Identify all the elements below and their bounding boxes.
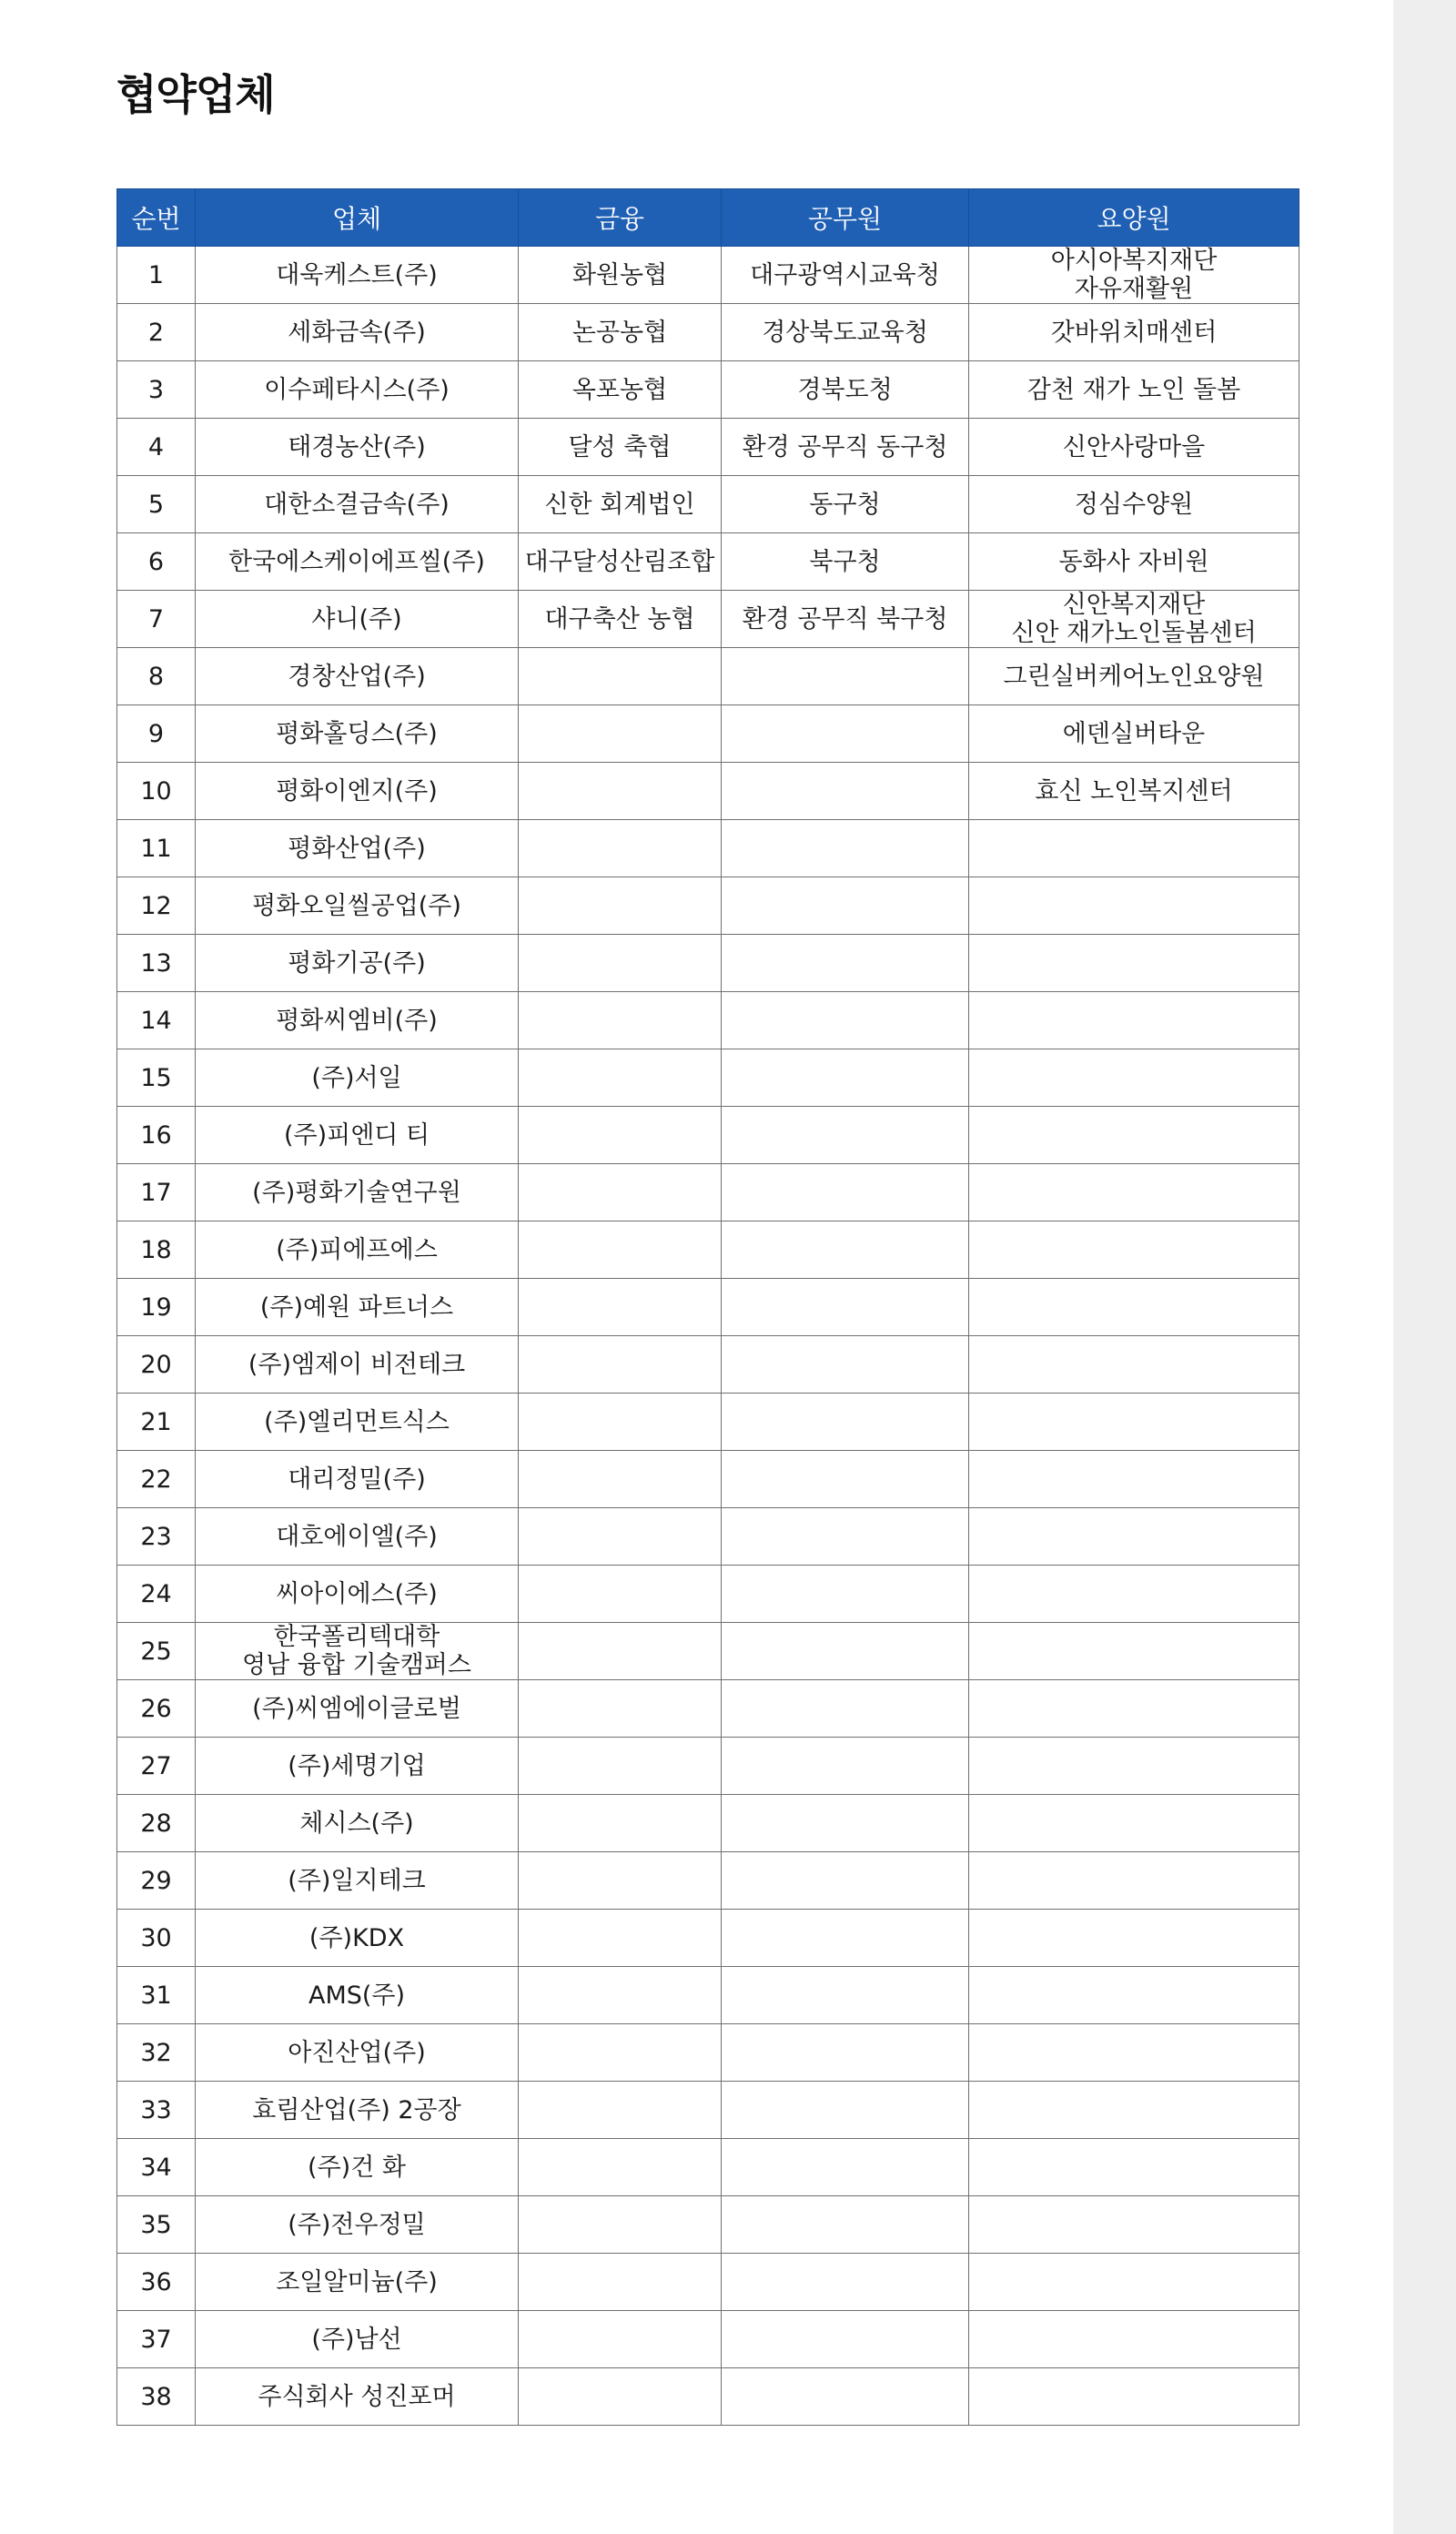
cell-nursing-home [969, 1852, 1299, 1910]
cell-finance [519, 1049, 722, 1107]
table-row [117, 247, 1299, 304]
table-row [117, 591, 1299, 648]
cell-company: (주)KDX [196, 1910, 519, 1967]
cell-number: 20 [117, 1336, 196, 1394]
table-row [117, 419, 1299, 476]
cell-company: 대호에이엘(주) [196, 1508, 519, 1566]
table-row [117, 935, 1299, 992]
cell-number: 9 [117, 705, 196, 763]
cell-nursing-home [969, 2254, 1299, 2311]
table-row [117, 2139, 1299, 2196]
table-row [117, 1164, 1299, 1221]
cell-public-official: 경북도청 [722, 361, 969, 419]
table-row [117, 1107, 1299, 1164]
cell-finance [519, 2311, 722, 2368]
table-row [117, 1680, 1299, 1738]
cell-company: 태경농산(주) [196, 419, 519, 476]
cell-public-official [722, 1107, 969, 1164]
table-row [117, 2311, 1299, 2368]
cell-number: 36 [117, 2254, 196, 2311]
cell-public-official: 북구청 [722, 533, 969, 591]
table-row [117, 1279, 1299, 1336]
table-row [117, 763, 1299, 820]
cell-company: (주)남선 [196, 2311, 519, 2368]
cell-nursing-home [969, 1680, 1299, 1738]
cell-nursing-home [969, 1394, 1299, 1451]
cell-company: 조일알미늄(주) [196, 2254, 519, 2311]
table-row [117, 2196, 1299, 2254]
cell-finance [519, 1394, 722, 1451]
table-body [117, 247, 1299, 2426]
cell-finance [519, 2368, 722, 2426]
cell-finance [519, 1164, 722, 1221]
cell-nursing-home [969, 1336, 1299, 1394]
cell-public-official: 환경 공무직 동구청 [722, 419, 969, 476]
cell-finance [519, 992, 722, 1049]
cell-company: (주)건 화 [196, 2139, 519, 2196]
cell-company: 샤니(주) [196, 591, 519, 648]
cell-nursing-home [969, 877, 1299, 935]
cell-nursing-home: 동화사 자비원 [969, 533, 1299, 591]
cell-company: 평화산업(주) [196, 820, 519, 877]
cell-public-official [722, 1738, 969, 1795]
cell-number: 27 [117, 1738, 196, 1795]
cell-nursing-home [969, 1451, 1299, 1508]
cell-number: 18 [117, 1221, 196, 1279]
cell-company: 세화금속(주) [196, 304, 519, 361]
cell-company: 주식회사 성진포머 [196, 2368, 519, 2426]
cell-number: 34 [117, 2139, 196, 2196]
cell-public-official [722, 2311, 969, 2368]
cell-nursing-home [969, 2196, 1299, 2254]
cell-finance: 신한 회계법인 [519, 476, 722, 533]
cell-nursing-home [969, 1107, 1299, 1164]
cell-finance [519, 2082, 722, 2139]
header-public-official: 공무원 [722, 189, 969, 247]
cell-public-official [722, 1279, 969, 1336]
cell-company: (주)서일 [196, 1049, 519, 1107]
table-row [117, 1738, 1299, 1795]
page-title: 협약업체 [116, 70, 275, 119]
cell-number: 17 [117, 1164, 196, 1221]
cell-finance [519, 1910, 722, 1967]
cell-number: 7 [117, 591, 196, 648]
cell-nursing-home [969, 1164, 1299, 1221]
cell-public-official [722, 1451, 969, 1508]
table-row [117, 361, 1299, 419]
cell-finance [519, 1508, 722, 1566]
cell-nursing-home: 아시아복지재단 자유재활원 [969, 247, 1299, 304]
cell-company: (주)씨엠에이글로벌 [196, 1680, 519, 1738]
cell-finance: 달성 축협 [519, 419, 722, 476]
header-company: 업체 [196, 189, 519, 247]
cell-company: 아진산업(주) [196, 2024, 519, 2082]
cell-company: 평화오일씰공업(주) [196, 877, 519, 935]
cell-nursing-home [969, 992, 1299, 1049]
cell-number: 5 [117, 476, 196, 533]
table-row [117, 304, 1299, 361]
cell-public-official [722, 992, 969, 1049]
cell-number: 30 [117, 1910, 196, 1967]
cell-nursing-home [969, 1967, 1299, 2024]
cell-public-official [722, 2368, 969, 2426]
table-row [117, 1623, 1299, 1680]
table-row [117, 1795, 1299, 1852]
cell-public-official [722, 1967, 969, 2024]
cell-nursing-home [969, 1279, 1299, 1336]
cell-finance [519, 820, 722, 877]
table-row [117, 2254, 1299, 2311]
cell-company: 경창산업(주) [196, 648, 519, 705]
cell-public-official [722, 2139, 969, 2196]
table-row [117, 2082, 1299, 2139]
header-finance: 금융 [519, 189, 722, 247]
cell-company: 대리정밀(주) [196, 1451, 519, 1508]
table-row [117, 1336, 1299, 1394]
table-row [117, 1852, 1299, 1910]
cell-nursing-home [969, 1049, 1299, 1107]
cell-public-official [722, 2254, 969, 2311]
cell-public-official: 환경 공무직 북구청 [722, 591, 969, 648]
cell-number: 21 [117, 1394, 196, 1451]
cell-number: 29 [117, 1852, 196, 1910]
cell-company: 한국폴리텍대학 영남 융합 기술캠퍼스 [196, 1623, 519, 1680]
cell-public-official [722, 820, 969, 877]
cell-nursing-home: 에덴실버타운 [969, 705, 1299, 763]
cell-number: 28 [117, 1795, 196, 1852]
cell-public-official [722, 648, 969, 705]
table-header-row [117, 189, 1299, 247]
cell-finance [519, 1336, 722, 1394]
cell-company: 평화씨엠비(주) [196, 992, 519, 1049]
cell-number: 1 [117, 247, 196, 304]
cell-finance [519, 1738, 722, 1795]
table-row [117, 648, 1299, 705]
table-row [117, 1394, 1299, 1451]
cell-finance [519, 1795, 722, 1852]
cell-company: 대한소결금속(주) [196, 476, 519, 533]
cell-nursing-home [969, 935, 1299, 992]
table-row [117, 533, 1299, 591]
cell-company: 한국에스케이에프씰(주) [196, 533, 519, 591]
cell-public-official [722, 2082, 969, 2139]
cell-number: 2 [117, 304, 196, 361]
cell-finance [519, 1852, 722, 1910]
cell-public-official [722, 1508, 969, 1566]
cell-company: (주)평화기술연구원 [196, 1164, 519, 1221]
table-row [117, 2024, 1299, 2082]
cell-number: 15 [117, 1049, 196, 1107]
table-row [117, 877, 1299, 935]
cell-public-official [722, 2024, 969, 2082]
table-row [117, 476, 1299, 533]
cell-number: 23 [117, 1508, 196, 1566]
table-row [117, 705, 1299, 763]
cell-number: 32 [117, 2024, 196, 2082]
cell-nursing-home [969, 1508, 1299, 1566]
table-row [117, 820, 1299, 877]
cell-finance [519, 1451, 722, 1508]
cell-nursing-home [969, 1623, 1299, 1680]
table-row [117, 2368, 1299, 2426]
table-row [117, 1508, 1299, 1566]
cell-public-official [722, 1795, 969, 1852]
cell-finance [519, 1279, 722, 1336]
cell-nursing-home: 감천 재가 노인 돌봄 [969, 361, 1299, 419]
cell-public-official: 대구광역시교육청 [722, 247, 969, 304]
cell-public-official: 동구청 [722, 476, 969, 533]
cell-finance: 대구축산 농협 [519, 591, 722, 648]
cell-finance [519, 1967, 722, 2024]
cell-number: 31 [117, 1967, 196, 2024]
table-row [117, 1049, 1299, 1107]
header-nursing-home: 요양원 [969, 189, 1299, 247]
cell-public-official [722, 1336, 969, 1394]
cell-nursing-home [969, 1221, 1299, 1279]
cell-public-official [722, 1566, 969, 1623]
cell-company: (주)일지테크 [196, 1852, 519, 1910]
cell-company: 평화이엔지(주) [196, 763, 519, 820]
cell-nursing-home [969, 1738, 1299, 1795]
cell-finance [519, 1680, 722, 1738]
cell-company: 이수페타시스(주) [196, 361, 519, 419]
cell-public-official [722, 877, 969, 935]
cell-public-official [722, 2196, 969, 2254]
table-row [117, 1967, 1299, 2024]
cell-number: 24 [117, 1566, 196, 1623]
cell-number: 13 [117, 935, 196, 992]
cell-finance [519, 1221, 722, 1279]
cell-company: AMS(주) [196, 1967, 519, 2024]
cell-public-official [722, 1164, 969, 1221]
cell-nursing-home [969, 1795, 1299, 1852]
cell-number: 25 [117, 1623, 196, 1680]
cell-finance [519, 763, 722, 820]
cell-nursing-home: 효신 노인복지센터 [969, 763, 1299, 820]
table-row [117, 1566, 1299, 1623]
cell-number: 38 [117, 2368, 196, 2426]
cell-nursing-home [969, 820, 1299, 877]
cell-nursing-home [969, 2024, 1299, 2082]
cell-nursing-home [969, 2311, 1299, 2368]
cell-public-official [722, 763, 969, 820]
cell-number: 11 [117, 820, 196, 877]
cell-company: (주)피엔디 티 [196, 1107, 519, 1164]
cell-finance: 화원농협 [519, 247, 722, 304]
table-row [117, 1451, 1299, 1508]
cell-number: 37 [117, 2311, 196, 2368]
table-row [117, 1221, 1299, 1279]
cell-company: 평화홀딩스(주) [196, 705, 519, 763]
cell-finance [519, 1623, 722, 1680]
cell-public-official [722, 1680, 969, 1738]
cell-nursing-home: 신안사랑마을 [969, 419, 1299, 476]
cell-finance [519, 705, 722, 763]
cell-finance [519, 935, 722, 992]
cell-nursing-home: 신안복지재단 신안 재가노인돌봄센터 [969, 591, 1299, 648]
cell-finance [519, 1107, 722, 1164]
cell-nursing-home [969, 2082, 1299, 2139]
header-number: 순번 [117, 189, 196, 247]
cell-company: (주)전우정밀 [196, 2196, 519, 2254]
cell-company: 효림산업(주) 2공장 [196, 2082, 519, 2139]
cell-finance [519, 2139, 722, 2196]
cell-number: 3 [117, 361, 196, 419]
cell-finance [519, 2024, 722, 2082]
cell-company: 체시스(주) [196, 1795, 519, 1852]
cell-finance [519, 877, 722, 935]
cell-public-official [722, 935, 969, 992]
cell-company: (주)피에프에스 [196, 1221, 519, 1279]
cell-nursing-home: 그린실버케어노인요양원 [969, 648, 1299, 705]
cell-public-official: 경상북도교육청 [722, 304, 969, 361]
cell-public-official [722, 1049, 969, 1107]
cell-public-official [722, 1910, 969, 1967]
cell-number: 22 [117, 1451, 196, 1508]
cell-finance: 논공농협 [519, 304, 722, 361]
cell-number: 6 [117, 533, 196, 591]
cell-nursing-home [969, 2368, 1299, 2426]
cell-finance [519, 2254, 722, 2311]
cell-finance [519, 1566, 722, 1623]
cell-company: 씨아이에스(주) [196, 1566, 519, 1623]
cell-nursing-home: 갓바위치매센터 [969, 304, 1299, 361]
table-row [117, 1910, 1299, 1967]
cell-nursing-home [969, 1910, 1299, 1967]
cell-company: (주)세명기업 [196, 1738, 519, 1795]
cell-number: 14 [117, 992, 196, 1049]
cell-number: 10 [117, 763, 196, 820]
cell-number: 33 [117, 2082, 196, 2139]
cell-company: (주)엠제이 비전테크 [196, 1336, 519, 1394]
cell-number: 8 [117, 648, 196, 705]
cell-public-official [722, 1394, 969, 1451]
cell-finance: 옥포농협 [519, 361, 722, 419]
cell-number: 19 [117, 1279, 196, 1336]
cell-company: 평화기공(주) [196, 935, 519, 992]
cell-company: 대욱케스트(주) [196, 247, 519, 304]
partner-companies-table [116, 188, 1299, 2426]
cell-public-official [722, 1221, 969, 1279]
cell-finance [519, 2196, 722, 2254]
cell-nursing-home [969, 2139, 1299, 2196]
cell-nursing-home [969, 1566, 1299, 1623]
cell-company: (주)예원 파트너스 [196, 1279, 519, 1336]
cell-public-official [722, 1623, 969, 1680]
cell-finance: 대구달성산림조합 [519, 533, 722, 591]
cell-number: 26 [117, 1680, 196, 1738]
cell-finance [519, 648, 722, 705]
cell-number: 35 [117, 2196, 196, 2254]
cell-company: (주)엘리먼트식스 [196, 1394, 519, 1451]
table-row [117, 992, 1299, 1049]
cell-nursing-home: 정심수양원 [969, 476, 1299, 533]
cell-number: 12 [117, 877, 196, 935]
cell-number: 16 [117, 1107, 196, 1164]
cell-public-official [722, 705, 969, 763]
cell-public-official [722, 1852, 969, 1910]
cell-number: 4 [117, 419, 196, 476]
